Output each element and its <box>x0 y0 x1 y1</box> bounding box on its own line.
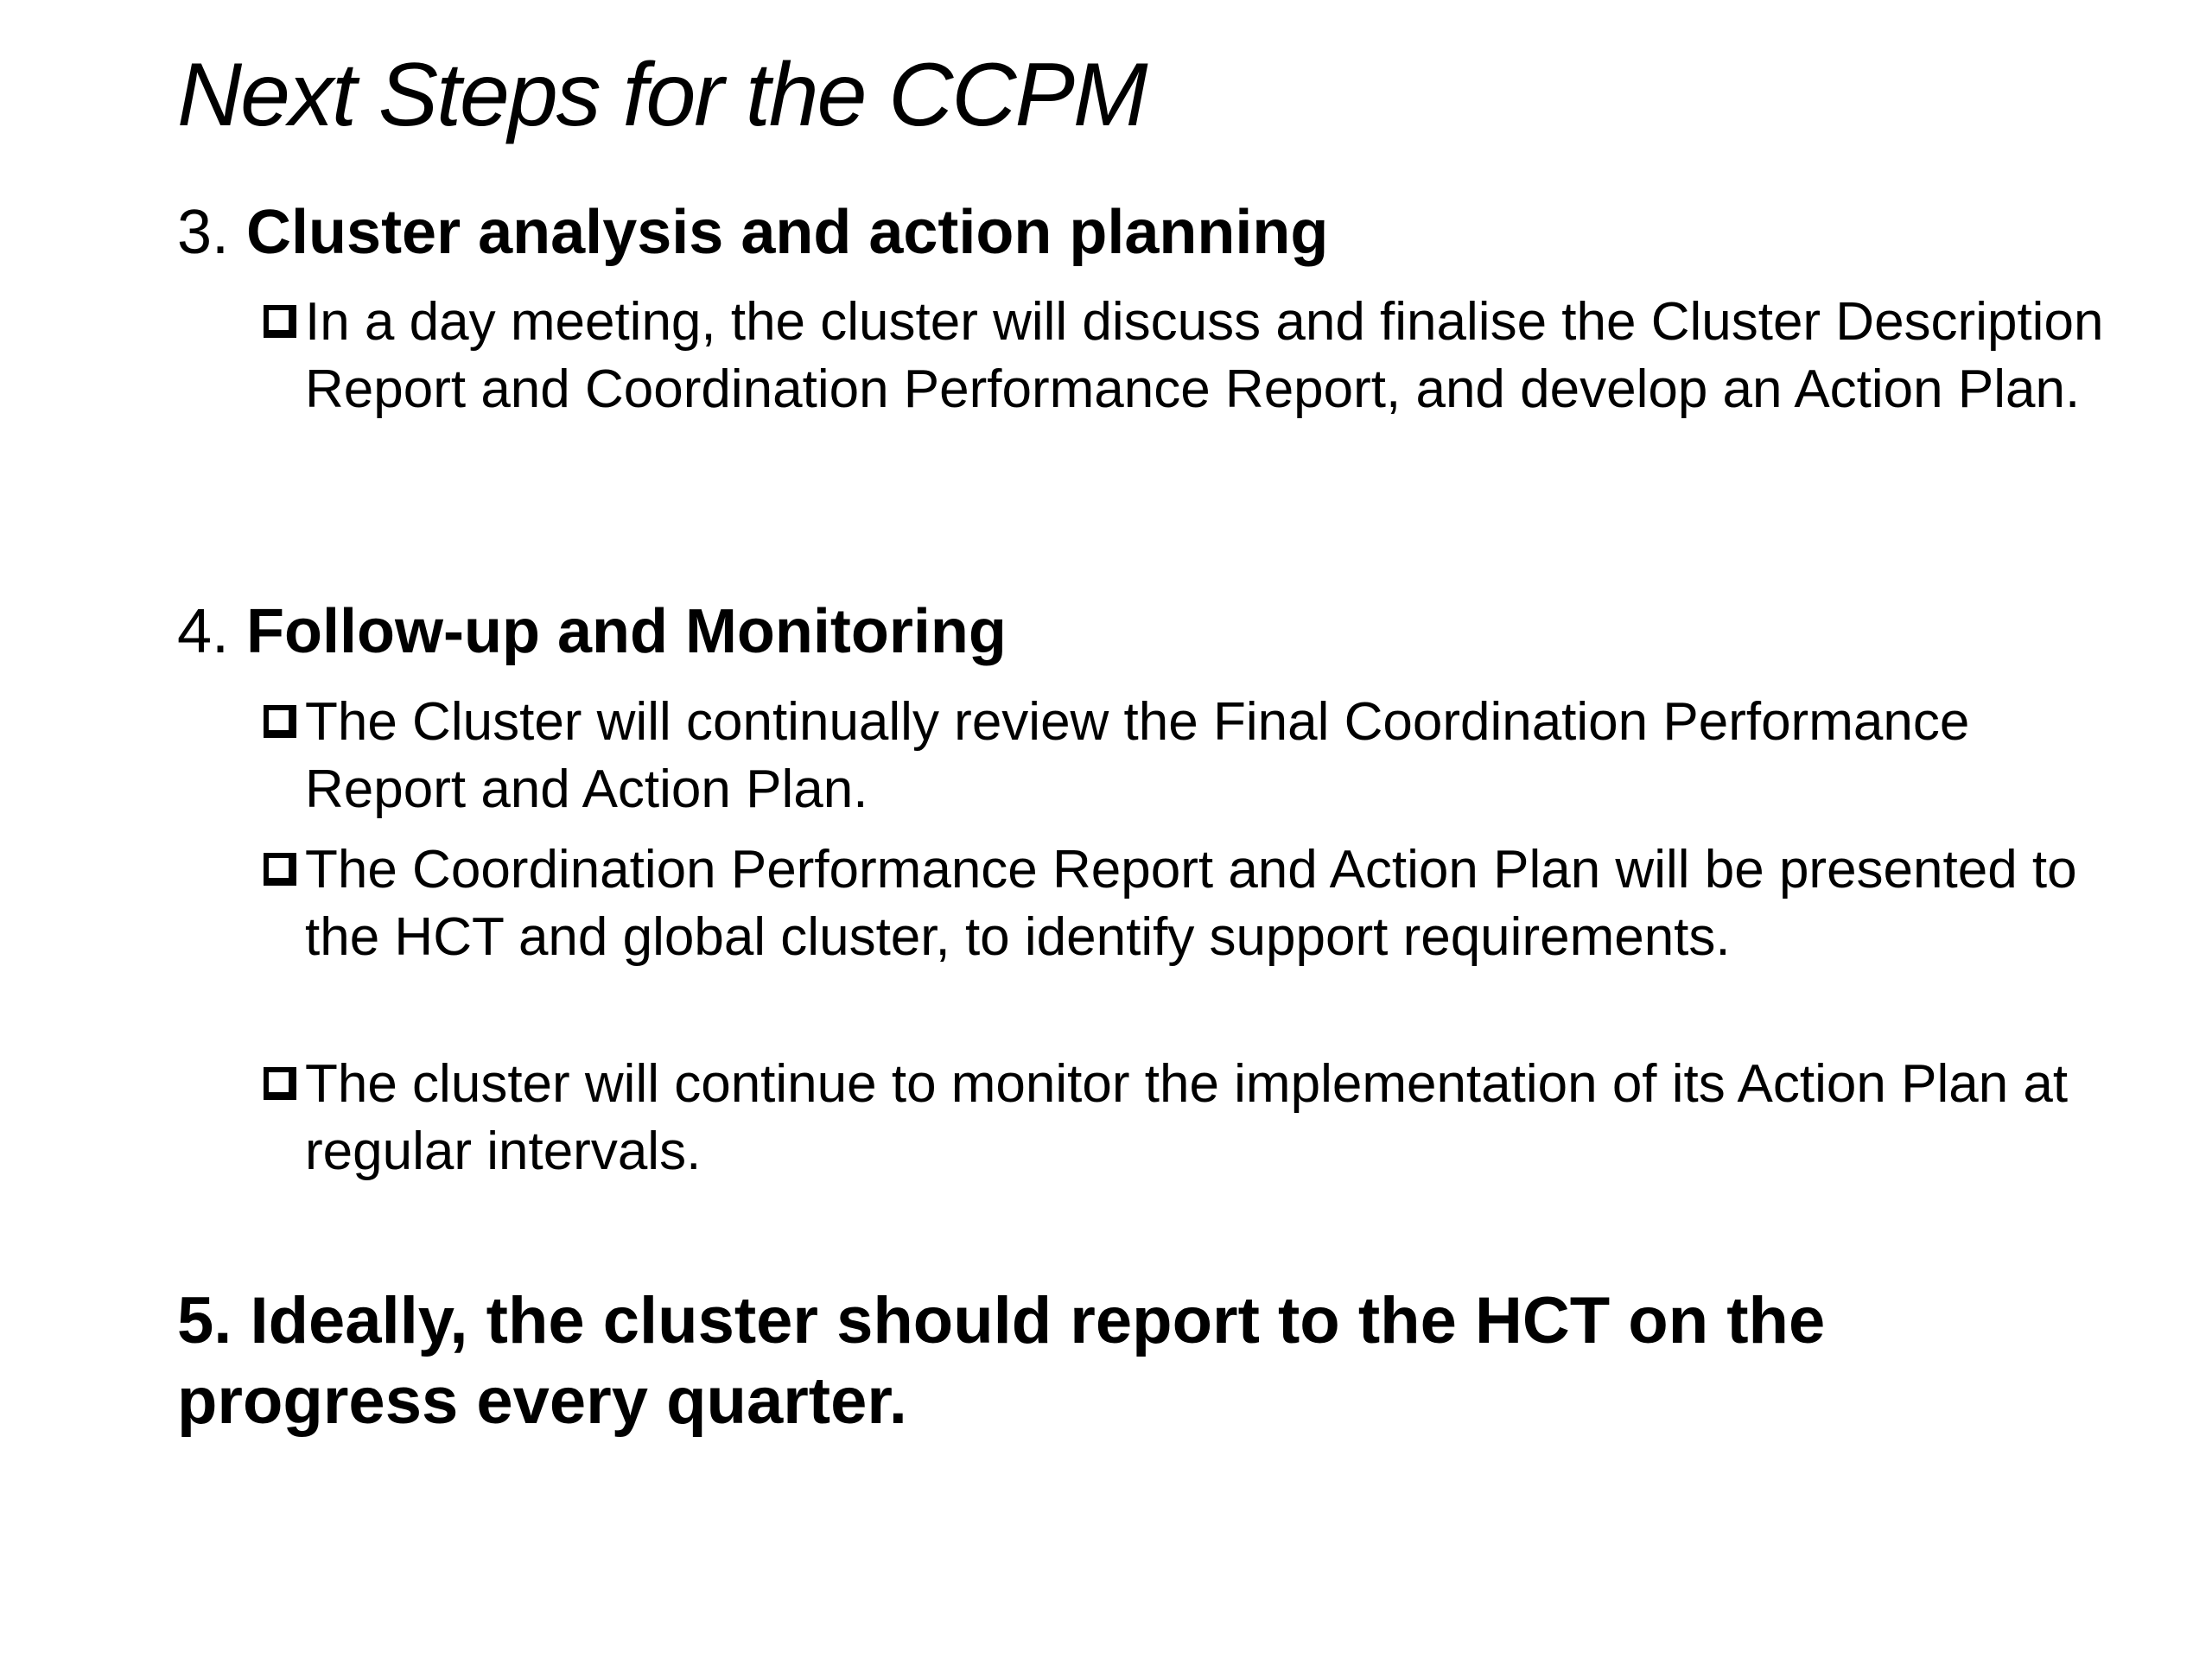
checkbox-bullet-icon <box>264 305 296 338</box>
section-number: 3. <box>177 198 230 267</box>
bullet-text: The Coordination Performance Report and Action Plan will be presented to the HCT and global cluster, to identify support requirements. <box>305 840 2077 967</box>
checkbox-bullet-icon <box>264 1067 296 1100</box>
bullet-text: The Cluster will continually review the Final Coordination Performance Report and Action Plan. <box>305 692 1970 819</box>
closing-statement: 5. Ideally, the cluster should report to the HCT on the progress every quarter. <box>177 1284 1826 1438</box>
bullet-item <box>264 689 2121 823</box>
section-heading-3 <box>177 195 1328 270</box>
checkbox-bullet-icon <box>264 705 296 738</box>
section-heading-4 <box>177 594 1007 669</box>
bullet-text: In a day meeting, the cluster will discuss and finalise the Cluster Description Report and Coordination Performance Report, and develop an Action Plan. <box>305 292 2104 419</box>
section-title: Follow-up and Monitoring <box>229 597 1007 666</box>
bullet-item <box>264 1051 2121 1185</box>
bullet-text: The cluster will continue to monitor the implementation of its Action Plan at regular intervals. <box>305 1054 2069 1181</box>
bullet-item <box>264 289 2121 423</box>
bullet-item <box>264 836 2121 971</box>
checkbox-bullet-icon <box>264 853 296 886</box>
section-number: 4. <box>177 597 230 666</box>
section-title: Cluster analysis and action planning <box>229 198 1329 267</box>
slide-title: Next Steps for the CCPM <box>177 45 1147 145</box>
